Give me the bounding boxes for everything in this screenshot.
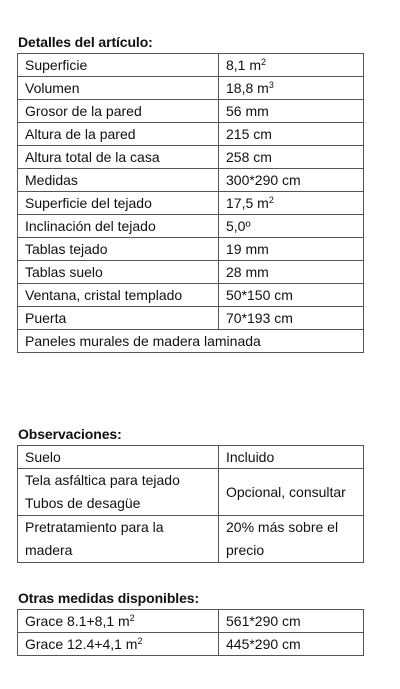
row-label-text: Puerta (25, 310, 67, 326)
row-value-text: 28 mm (226, 264, 269, 280)
row-label-text: Grosor de la pared (25, 103, 142, 119)
row-label (18, 77, 219, 100)
row-label-text: Altura total de la casa (25, 149, 160, 165)
row-label-text: Superficie (25, 57, 88, 73)
row-value-line: Opcional, consultar (226, 483, 346, 500)
row-label (18, 215, 219, 238)
row-value-text: 300*290 cm (226, 172, 301, 188)
table-row (18, 54, 364, 77)
row-label-text: Altura de la pared (25, 126, 136, 142)
row-value-line: 20% más sobre el (226, 519, 339, 535)
row-value (219, 169, 364, 192)
row-value-text: 18,8 m (226, 80, 269, 96)
table-row (18, 446, 364, 469)
row-value (219, 100, 364, 123)
row-value (219, 284, 364, 307)
row-label-text: Volumen (25, 80, 80, 96)
section-title-observations: Observaciones: (18, 426, 122, 442)
row-label (18, 633, 219, 656)
row-value-superscript: 2 (268, 195, 274, 205)
row-value-text: 258 cm (226, 149, 272, 165)
row-label-text: Ventana, cristal templado (25, 287, 183, 303)
row-value-text: 8,1 m (226, 57, 262, 73)
row-value (219, 123, 364, 146)
row-label-text: Inclinación del tejado (25, 218, 156, 234)
row-label-text: Tablas suelo (25, 264, 103, 280)
row-label (18, 446, 219, 469)
footer-note-text: Paneles murales de madera laminada (25, 333, 261, 349)
row-value (219, 469, 364, 516)
row-label-line: Suelo (25, 449, 61, 465)
footer-note (18, 330, 364, 353)
table-row (18, 215, 364, 238)
table-row (18, 610, 364, 633)
row-label (18, 238, 219, 261)
table-row-footer (18, 330, 364, 353)
row-value (219, 610, 364, 633)
table-row (18, 146, 364, 169)
row-value (219, 307, 364, 330)
row-label-line: Tubos de desagüe (25, 495, 141, 511)
table-row (18, 123, 364, 146)
row-value-text: 19 mm (226, 241, 269, 257)
row-value-text: 5,0º (226, 218, 251, 234)
row-value-superscript: 2 (261, 57, 267, 67)
row-value (219, 192, 364, 215)
row-label (18, 54, 219, 77)
row-label (18, 146, 219, 169)
row-label (18, 469, 219, 516)
table-row (18, 238, 364, 261)
row-label (18, 100, 219, 123)
row-value (219, 238, 364, 261)
row-value (219, 146, 364, 169)
row-label-line: Tela asfáltica para tejado (25, 472, 180, 488)
row-label (18, 123, 219, 146)
row-label-text: Superficie del tejado (25, 195, 152, 211)
row-value-line: Incluido (226, 449, 275, 465)
row-value (219, 516, 364, 563)
row-label-superscript: 2 (137, 636, 143, 646)
details-table (17, 53, 364, 353)
row-value (219, 215, 364, 238)
table-row (18, 77, 364, 100)
row-label (18, 169, 219, 192)
table-row (18, 169, 364, 192)
row-label-text: Medidas (25, 172, 78, 188)
row-value-text: 445*290 cm (226, 636, 301, 652)
row-label-line: Pretratamiento para la (25, 519, 164, 535)
row-label-superscript: 2 (129, 613, 135, 623)
section-title-details: Detalles del artículo: (18, 34, 153, 50)
table-row (18, 100, 364, 123)
row-value-text: 56 mm (226, 103, 269, 119)
table-row (18, 284, 364, 307)
row-label (18, 516, 219, 563)
row-value-text: 561*290 cm (226, 613, 301, 629)
row-label (18, 261, 219, 284)
table-row (18, 633, 364, 656)
row-value-text: 50*150 cm (226, 287, 293, 303)
row-label (18, 307, 219, 330)
table-row (18, 516, 364, 563)
row-value-text: 17,5 m (226, 195, 269, 211)
row-value (219, 633, 364, 656)
table-row (18, 469, 364, 516)
row-label-line: madera (25, 542, 73, 558)
observations-table (17, 445, 364, 563)
row-value-line: precio (226, 542, 265, 558)
row-label-text: Grace 12.4+4,1 m (25, 636, 138, 652)
row-label-text: Tablas tejado (25, 241, 108, 257)
table-row (18, 192, 364, 215)
row-value-superscript: 3 (268, 80, 274, 90)
row-value (219, 54, 364, 77)
row-value (219, 446, 364, 469)
other-sizes-table (17, 609, 364, 656)
row-value (219, 261, 364, 284)
section-title-other-sizes: Otras medidas disponibles: (18, 590, 199, 606)
row-label-text: Grace 8.1+8,1 m (25, 613, 130, 629)
row-value-text: 215 cm (226, 126, 272, 142)
row-label (18, 284, 219, 307)
row-value-text: 70*193 cm (226, 310, 293, 326)
row-label (18, 610, 219, 633)
table-row (18, 307, 364, 330)
table-row (18, 261, 364, 284)
row-label (18, 192, 219, 215)
row-value (219, 77, 364, 100)
